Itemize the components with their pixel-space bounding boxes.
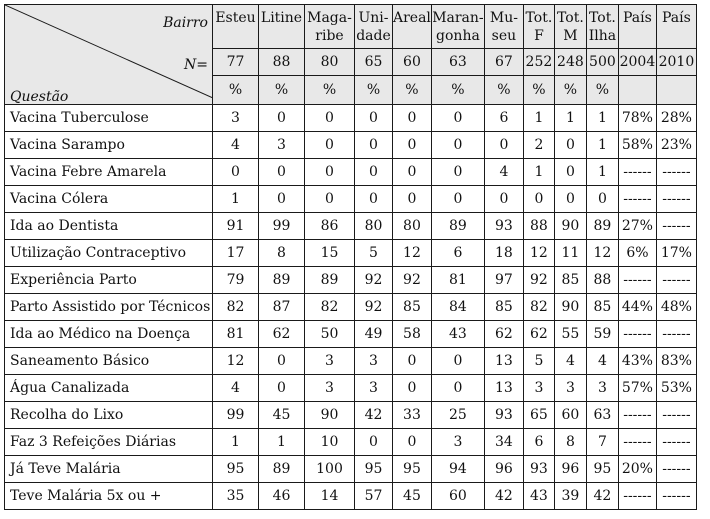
column-unit xyxy=(618,76,656,105)
value-cell: 0 xyxy=(484,132,523,159)
value-cell: ------ xyxy=(656,213,696,240)
value-cell: 89 xyxy=(259,456,305,483)
table-row xyxy=(5,105,697,132)
value-cell: 4 xyxy=(213,375,259,402)
value-cell: 0 xyxy=(393,375,432,402)
column-header-line1: Maran- xyxy=(432,10,484,26)
question-label: Ida ao Dentista xyxy=(5,213,213,240)
value-cell: 85 xyxy=(484,294,523,321)
column-header xyxy=(355,5,393,49)
column-header xyxy=(305,5,355,49)
value-cell: 93 xyxy=(484,213,523,240)
value-cell: 1 xyxy=(259,429,305,456)
column-header-line1: Tot. xyxy=(525,10,553,26)
question-label: Já Teve Malária xyxy=(5,456,213,483)
value-cell: 1 xyxy=(213,429,259,456)
value-cell: 25 xyxy=(431,402,484,429)
value-cell: 4 xyxy=(213,132,259,159)
value-cell: 99 xyxy=(213,402,259,429)
question-label: Faz 3 Refeições Diárias xyxy=(5,429,213,456)
value-cell: 82 xyxy=(213,294,259,321)
value-cell: 13 xyxy=(484,375,523,402)
value-cell: 0 xyxy=(431,348,484,375)
question-label: Vacina Febre Amarela xyxy=(5,159,213,186)
value-cell: ------ xyxy=(656,159,696,186)
value-cell: 79 xyxy=(213,267,259,294)
value-cell: 3 xyxy=(355,348,393,375)
column-n: 67 xyxy=(484,49,523,76)
column-header-line2: Ilha xyxy=(588,28,617,44)
value-cell: 95 xyxy=(393,456,432,483)
header-row-bairro xyxy=(5,5,697,49)
value-cell: 6 xyxy=(431,240,484,267)
value-cell: 95 xyxy=(213,456,259,483)
value-cell: 0 xyxy=(259,105,305,132)
column-header-line2: M xyxy=(563,28,578,44)
value-cell: 80 xyxy=(355,213,393,240)
value-cell: ------ xyxy=(656,429,696,456)
question-label: Ida ao Médico na Doença xyxy=(5,321,213,348)
table-row xyxy=(5,429,697,456)
column-n: 65 xyxy=(355,49,393,76)
value-cell: 90 xyxy=(554,213,586,240)
column-header-line1: País xyxy=(662,10,691,26)
value-cell: 82 xyxy=(305,294,355,321)
value-cell: 0 xyxy=(431,375,484,402)
column-header-line1: Mu- xyxy=(489,10,518,26)
value-cell: 0 xyxy=(259,348,305,375)
column-header xyxy=(618,5,656,49)
value-cell: 3 xyxy=(586,375,618,402)
value-cell: 1 xyxy=(586,132,618,159)
value-cell: ------ xyxy=(618,483,656,510)
value-cell: 35 xyxy=(213,483,259,510)
value-cell: 28% xyxy=(656,105,696,132)
value-cell: 99 xyxy=(259,213,305,240)
value-cell: 0 xyxy=(355,186,393,213)
value-cell: 46 xyxy=(259,483,305,510)
value-cell: ------ xyxy=(656,321,696,348)
value-cell: 0 xyxy=(305,132,355,159)
column-header xyxy=(393,5,432,49)
column-unit: % xyxy=(554,76,586,105)
value-cell: 12 xyxy=(393,240,432,267)
value-cell: 10 xyxy=(305,429,355,456)
column-unit: % xyxy=(305,76,355,105)
value-cell: 93 xyxy=(484,402,523,429)
column-n: 500 xyxy=(586,49,618,76)
column-header-line1: Esteu xyxy=(215,10,256,26)
column-unit: % xyxy=(259,76,305,105)
value-cell: ------ xyxy=(618,159,656,186)
value-cell: 81 xyxy=(213,321,259,348)
value-cell: 90 xyxy=(554,294,586,321)
column-header-line2: seu xyxy=(491,28,517,44)
value-cell: ------ xyxy=(656,267,696,294)
value-cell: 0 xyxy=(355,132,393,159)
value-cell: 43 xyxy=(523,483,554,510)
value-cell: 0 xyxy=(393,105,432,132)
value-cell: 88 xyxy=(523,213,554,240)
column-unit: % xyxy=(484,76,523,105)
column-header-line1: Areal xyxy=(393,10,431,26)
table-row xyxy=(5,240,697,267)
value-cell: 43 xyxy=(431,321,484,348)
value-cell: 34 xyxy=(484,429,523,456)
corner-cell xyxy=(5,5,213,105)
value-cell: 11 xyxy=(554,240,586,267)
value-cell: 0 xyxy=(523,186,554,213)
question-label: Utilização Contraceptivo xyxy=(5,240,213,267)
question-label: Teve Malária 5x ou + xyxy=(5,483,213,510)
value-cell: 60 xyxy=(431,483,484,510)
value-cell: 62 xyxy=(259,321,305,348)
value-cell: 6 xyxy=(484,105,523,132)
value-cell: 0 xyxy=(554,159,586,186)
value-cell: 65 xyxy=(523,402,554,429)
value-cell: 0 xyxy=(431,105,484,132)
value-cell: 6 xyxy=(523,429,554,456)
table-body xyxy=(5,105,697,510)
value-cell: 1 xyxy=(213,186,259,213)
value-cell: 23% xyxy=(656,132,696,159)
question-label: Vacina Cólera xyxy=(5,186,213,213)
column-n: 2010 xyxy=(656,49,696,76)
column-header-line1: País xyxy=(623,10,652,26)
value-cell: ------ xyxy=(656,456,696,483)
column-header xyxy=(586,5,618,49)
value-cell: 100 xyxy=(305,456,355,483)
value-cell: 53% xyxy=(656,375,696,402)
value-cell: 88 xyxy=(586,267,618,294)
value-cell: 0 xyxy=(259,159,305,186)
value-cell: 59 xyxy=(586,321,618,348)
value-cell: 20% xyxy=(618,456,656,483)
value-cell: 50 xyxy=(305,321,355,348)
value-cell: 91 xyxy=(213,213,259,240)
value-cell: 55 xyxy=(554,321,586,348)
column-n: 248 xyxy=(554,49,586,76)
column-n: 2004 xyxy=(618,49,656,76)
table-row xyxy=(5,402,697,429)
value-cell: 0 xyxy=(355,105,393,132)
n-label: N= xyxy=(184,57,208,73)
value-cell: 85 xyxy=(554,267,586,294)
value-cell: 84 xyxy=(431,294,484,321)
value-cell: 0 xyxy=(259,375,305,402)
value-cell: 96 xyxy=(484,456,523,483)
value-cell: 90 xyxy=(305,402,355,429)
value-cell: 49 xyxy=(355,321,393,348)
value-cell: 12 xyxy=(213,348,259,375)
table-row xyxy=(5,186,697,213)
value-cell: 0 xyxy=(586,186,618,213)
column-header xyxy=(554,5,586,49)
column-header-line1: Maga- xyxy=(307,10,352,26)
column-header xyxy=(213,5,259,49)
value-cell: 89 xyxy=(259,267,305,294)
value-cell: 42 xyxy=(484,483,523,510)
table-row xyxy=(5,213,697,240)
table-row xyxy=(5,267,697,294)
value-cell: ------ xyxy=(618,267,656,294)
value-cell: 0 xyxy=(213,159,259,186)
value-cell: 14 xyxy=(305,483,355,510)
question-label: Saneamento Básico xyxy=(5,348,213,375)
value-cell: 95 xyxy=(355,456,393,483)
value-cell: 15 xyxy=(305,240,355,267)
value-cell: ------ xyxy=(618,429,656,456)
column-unit: % xyxy=(393,76,432,105)
question-label: Recolha do Lixo xyxy=(5,402,213,429)
column-unit: % xyxy=(355,76,393,105)
value-cell: 57% xyxy=(618,375,656,402)
value-cell: 89 xyxy=(305,267,355,294)
column-header xyxy=(431,5,484,49)
value-cell: 42 xyxy=(355,402,393,429)
value-cell: 8 xyxy=(554,429,586,456)
value-cell: 81 xyxy=(431,267,484,294)
value-cell: 0 xyxy=(431,159,484,186)
value-cell: 80 xyxy=(393,213,432,240)
column-header xyxy=(656,5,696,49)
value-cell: 42 xyxy=(586,483,618,510)
column-header-line2: ribe xyxy=(315,28,344,44)
value-cell: 4 xyxy=(554,348,586,375)
value-cell: 58% xyxy=(618,132,656,159)
bairro-label: Bairro xyxy=(163,15,208,31)
column-n: 88 xyxy=(259,49,305,76)
value-cell: 83% xyxy=(656,348,696,375)
column-header-line1: Litine xyxy=(260,10,303,26)
value-cell: 0 xyxy=(305,186,355,213)
table-row xyxy=(5,375,697,402)
question-label: Água Canalizada xyxy=(5,375,213,402)
value-cell: 3 xyxy=(305,348,355,375)
value-cell: 95 xyxy=(586,456,618,483)
value-cell: 1 xyxy=(523,105,554,132)
table-row xyxy=(5,456,697,483)
value-cell: 45 xyxy=(259,402,305,429)
column-unit: % xyxy=(213,76,259,105)
value-cell: 5 xyxy=(355,240,393,267)
value-cell: 2 xyxy=(523,132,554,159)
column-header xyxy=(484,5,523,49)
question-label: Parto Assistido por Técnicos xyxy=(5,294,213,321)
column-n: 80 xyxy=(305,49,355,76)
value-cell: 78% xyxy=(618,105,656,132)
column-header-line1: Tot. xyxy=(557,10,584,26)
value-cell: 0 xyxy=(484,186,523,213)
value-cell: 27% xyxy=(618,213,656,240)
value-cell: 92 xyxy=(355,267,393,294)
value-cell: 0 xyxy=(431,186,484,213)
value-cell: ------ xyxy=(656,402,696,429)
value-cell: 0 xyxy=(393,186,432,213)
value-cell: ------ xyxy=(656,186,696,213)
value-cell: 8 xyxy=(259,240,305,267)
value-cell: 1 xyxy=(523,159,554,186)
value-cell: 3 xyxy=(554,375,586,402)
value-cell: 92 xyxy=(355,294,393,321)
value-cell: 58 xyxy=(393,321,432,348)
value-cell: 4 xyxy=(586,348,618,375)
column-unit: % xyxy=(586,76,618,105)
column-unit: % xyxy=(523,76,554,105)
value-cell: 3 xyxy=(213,105,259,132)
value-cell: 0 xyxy=(431,132,484,159)
value-cell: 6% xyxy=(618,240,656,267)
table-row xyxy=(5,321,697,348)
value-cell: 48% xyxy=(656,294,696,321)
value-cell: 3 xyxy=(431,429,484,456)
value-cell: 0 xyxy=(393,348,432,375)
column-header-line2: gonha xyxy=(436,28,480,44)
table-row xyxy=(5,294,697,321)
value-cell: 62 xyxy=(523,321,554,348)
column-header-line2: dade xyxy=(356,28,391,44)
value-cell: 0 xyxy=(393,429,432,456)
value-cell: 92 xyxy=(523,267,554,294)
question-label: Vacina Sarampo xyxy=(5,132,213,159)
value-cell: 4 xyxy=(484,159,523,186)
value-cell: 86 xyxy=(305,213,355,240)
questao-label: Questão xyxy=(10,89,69,105)
value-cell: 1 xyxy=(586,159,618,186)
value-cell: 94 xyxy=(431,456,484,483)
column-header xyxy=(523,5,554,49)
value-cell: 0 xyxy=(305,159,355,186)
value-cell: 17% xyxy=(656,240,696,267)
value-cell: 96 xyxy=(554,456,586,483)
value-cell: 97 xyxy=(484,267,523,294)
table-row xyxy=(5,483,697,510)
question-label: Vacina Tuberculose xyxy=(5,105,213,132)
column-header xyxy=(259,5,305,49)
value-cell: 0 xyxy=(393,132,432,159)
table-row xyxy=(5,132,697,159)
value-cell: 44% xyxy=(618,294,656,321)
value-cell: 60 xyxy=(554,402,586,429)
value-cell: ------ xyxy=(618,402,656,429)
value-cell: 17 xyxy=(213,240,259,267)
table-row xyxy=(5,159,697,186)
value-cell: 0 xyxy=(393,159,432,186)
value-cell: 0 xyxy=(259,186,305,213)
value-cell: 63 xyxy=(586,402,618,429)
value-cell: 12 xyxy=(523,240,554,267)
value-cell: 1 xyxy=(554,105,586,132)
column-n: 60 xyxy=(393,49,432,76)
value-cell: 87 xyxy=(259,294,305,321)
value-cell: ------ xyxy=(656,483,696,510)
value-cell: 43% xyxy=(618,348,656,375)
column-header-line1: Uni- xyxy=(358,10,389,26)
value-cell: 5 xyxy=(523,348,554,375)
value-cell: 57 xyxy=(355,483,393,510)
value-cell: 18 xyxy=(484,240,523,267)
survey-table xyxy=(4,4,697,510)
column-n: 63 xyxy=(431,49,484,76)
value-cell: 85 xyxy=(586,294,618,321)
value-cell: 82 xyxy=(523,294,554,321)
value-cell: 7 xyxy=(586,429,618,456)
value-cell: 33 xyxy=(393,402,432,429)
value-cell: 0 xyxy=(305,105,355,132)
column-header-line2: F xyxy=(534,28,544,44)
value-cell: 85 xyxy=(393,294,432,321)
value-cell: 45 xyxy=(393,483,432,510)
value-cell: 3 xyxy=(305,375,355,402)
value-cell: 0 xyxy=(554,186,586,213)
value-cell: 3 xyxy=(355,375,393,402)
column-header-line1: Tot. xyxy=(589,10,616,26)
value-cell: 0 xyxy=(355,429,393,456)
value-cell: 1 xyxy=(586,105,618,132)
column-unit xyxy=(656,76,696,105)
value-cell: 0 xyxy=(355,159,393,186)
value-cell: 0 xyxy=(554,132,586,159)
value-cell: 93 xyxy=(523,456,554,483)
value-cell: 62 xyxy=(484,321,523,348)
table-row xyxy=(5,348,697,375)
value-cell: ------ xyxy=(618,321,656,348)
value-cell: 3 xyxy=(523,375,554,402)
value-cell: 89 xyxy=(431,213,484,240)
value-cell: 13 xyxy=(484,348,523,375)
column-unit: % xyxy=(431,76,484,105)
value-cell: 39 xyxy=(554,483,586,510)
value-cell: 3 xyxy=(259,132,305,159)
column-n: 77 xyxy=(213,49,259,76)
column-n: 252 xyxy=(523,49,554,76)
value-cell: 92 xyxy=(393,267,432,294)
value-cell: ------ xyxy=(618,186,656,213)
value-cell: 89 xyxy=(586,213,618,240)
value-cell: 12 xyxy=(586,240,618,267)
question-label: Experiência Parto xyxy=(5,267,213,294)
